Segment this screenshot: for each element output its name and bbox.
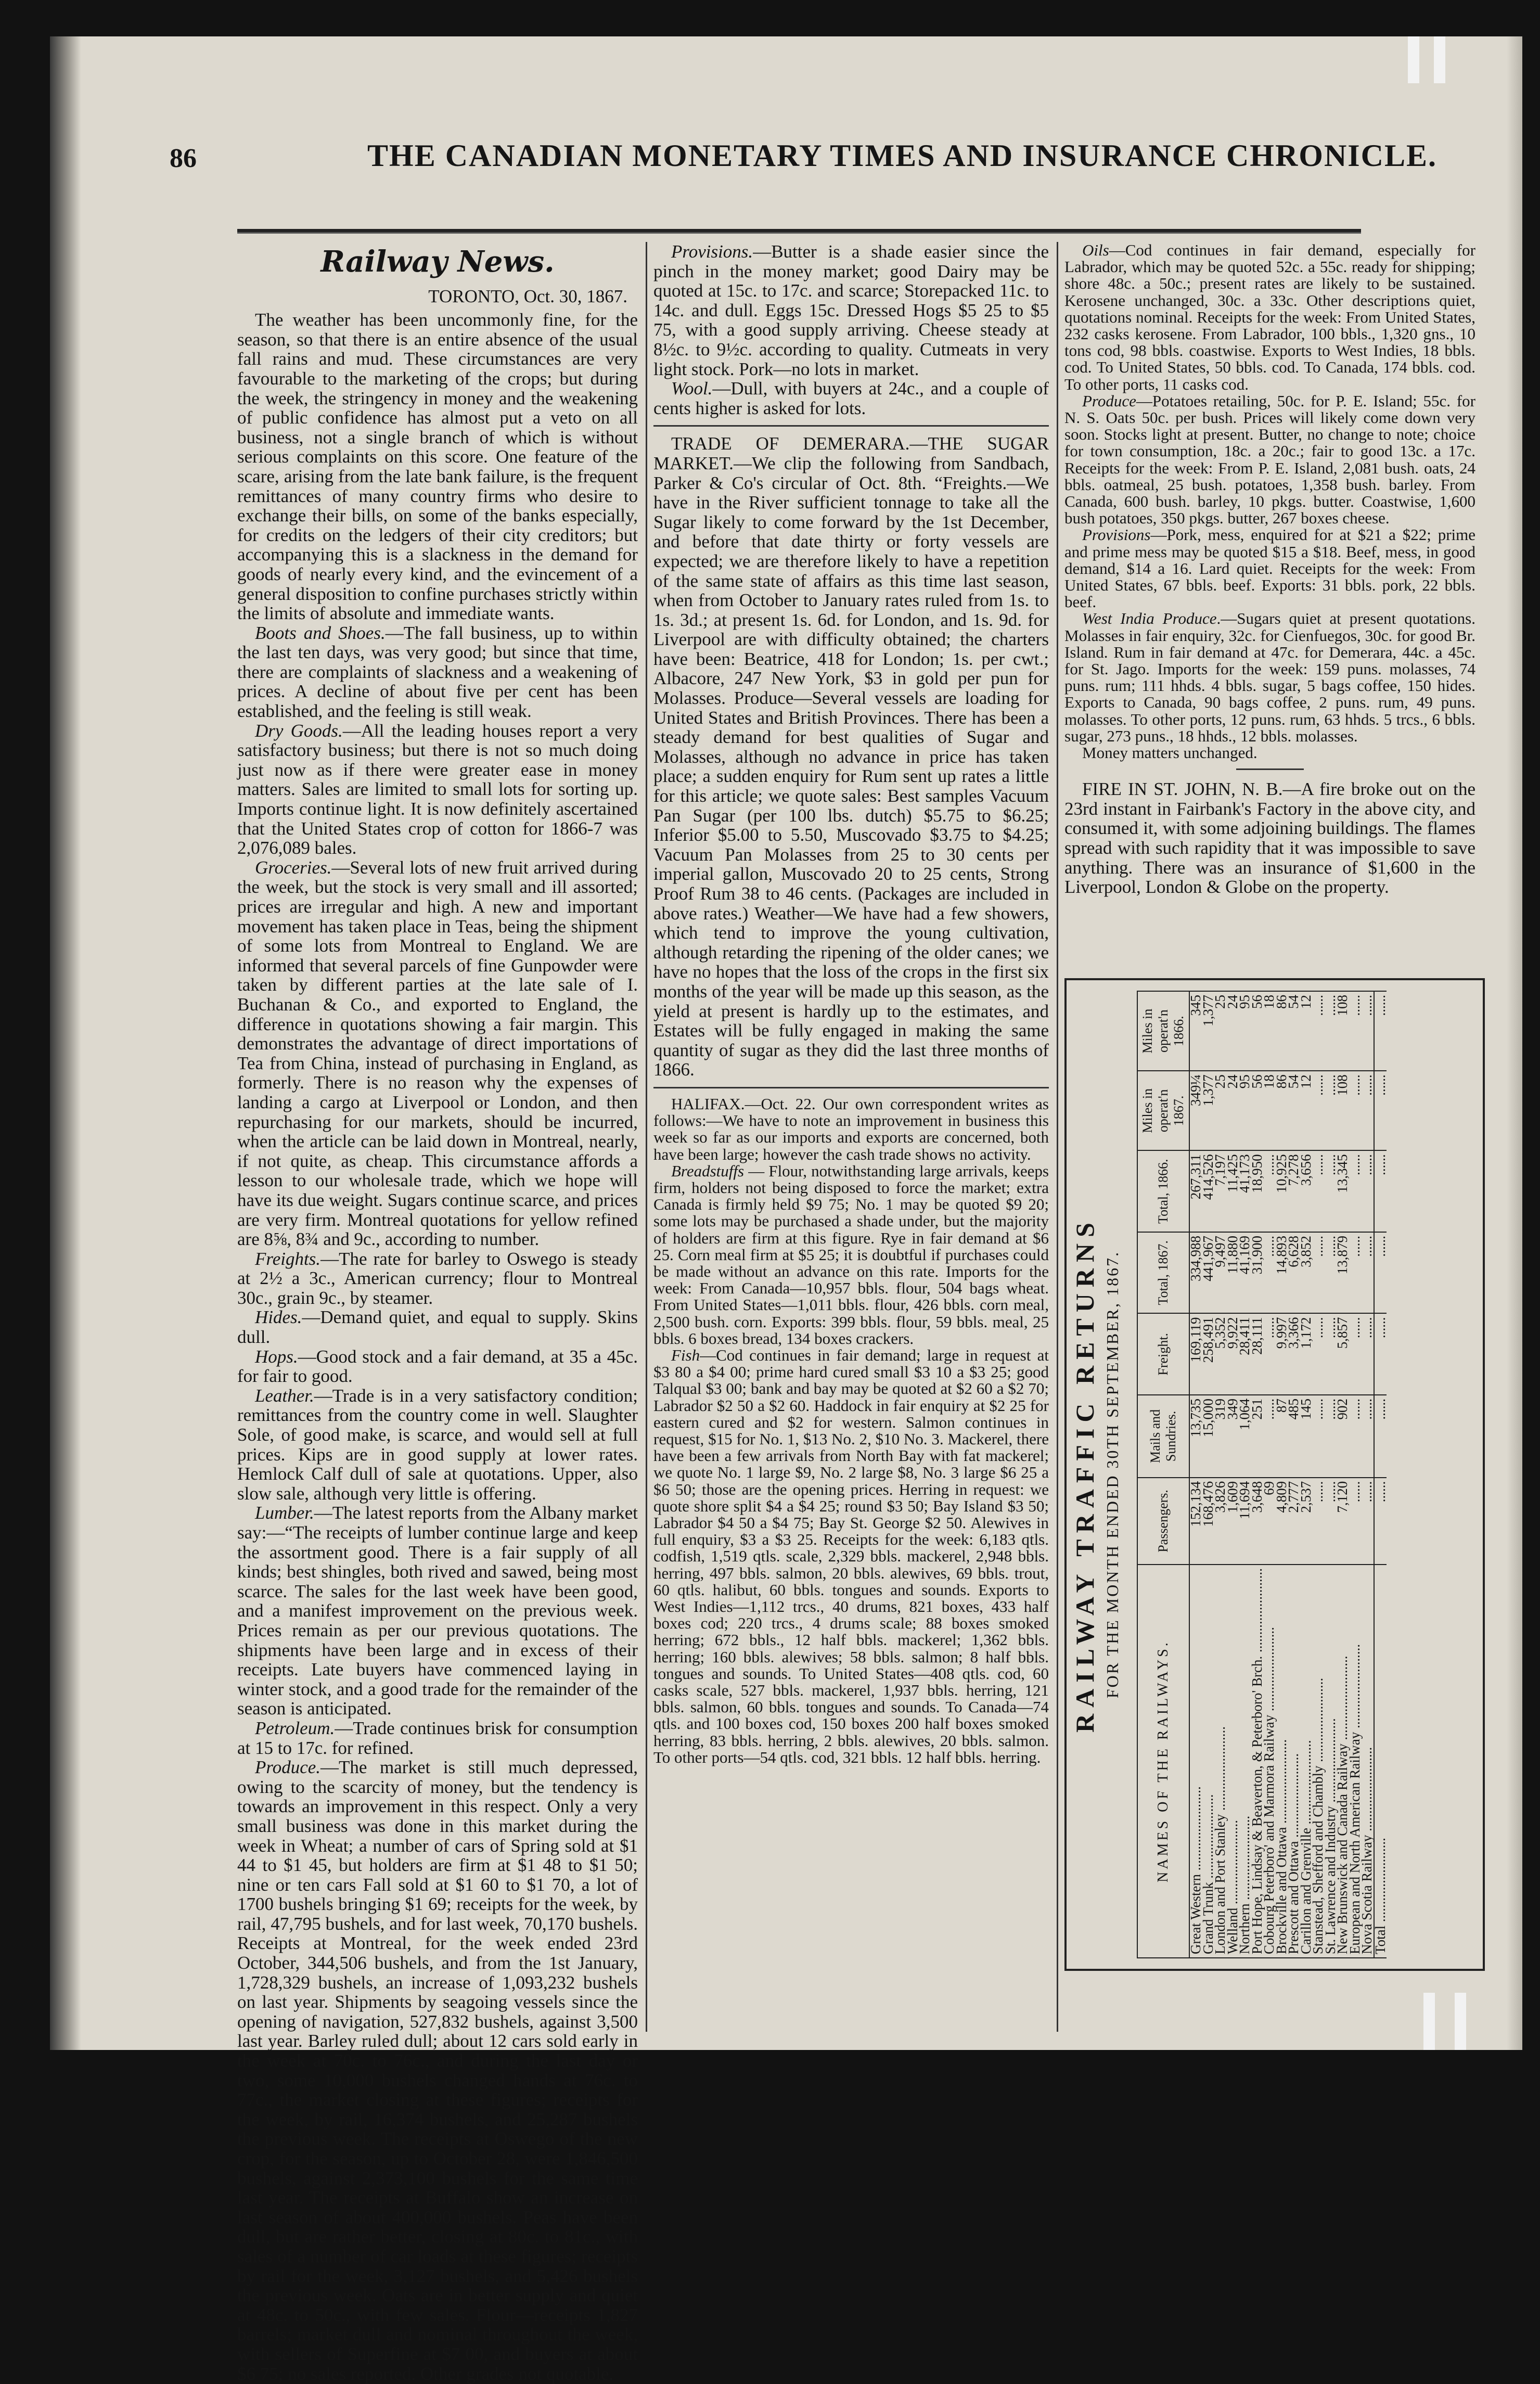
dateline: TORONTO, Oct. 30, 1867. xyxy=(428,286,627,306)
table-cell: ...... xyxy=(1325,1395,1337,1478)
paragraph-subhead: Provisions. xyxy=(671,241,753,262)
table-cell: 441,967 xyxy=(1202,1232,1215,1314)
table-cell: ...... xyxy=(1361,1313,1374,1395)
railway-news-paragraph xyxy=(237,1249,638,1308)
table-cell: ...... xyxy=(1361,991,1374,1071)
railway-news-paragraph xyxy=(237,1386,638,1504)
table-cell: 485 xyxy=(1288,1395,1300,1478)
paragraph-subhead: Wool. xyxy=(671,378,713,399)
table-cell: 5,857 xyxy=(1337,1313,1349,1395)
table-cell: 13,879 xyxy=(1337,1232,1349,1314)
table-column-header: Miles in operat'n 1867. xyxy=(1137,1071,1189,1150)
railway-news-paragraph xyxy=(237,1308,638,1347)
table-cell: ...... xyxy=(1312,1313,1325,1395)
railway-news-paragraph xyxy=(237,721,638,858)
table-cell: ...... xyxy=(1349,991,1362,1071)
paragraph-subhead: Lumber. xyxy=(255,1503,314,1523)
table-cell: 9,997 xyxy=(1276,1313,1288,1395)
table-cell: 69 xyxy=(1263,1478,1276,1565)
demerara-heading: TRADE OF DEMERARA.—THE SUGAR MARKET. xyxy=(653,433,1049,473)
halifax-article xyxy=(653,1096,1049,1766)
table-cell: Prescott and Ottawa ........................ xyxy=(1288,1565,1300,1958)
paragraph-text: —The fall business, up to within the last ten days, was very good; but since that time, there are complaints of slackness and a weakening of prices. A decline of about five per cent has been established, and the feeling is still weak. xyxy=(237,622,638,722)
table-cell: 24 xyxy=(1227,1071,1239,1150)
table-cell: 28,111 xyxy=(1251,1313,1264,1395)
table-cell: 15,000 xyxy=(1202,1395,1215,1478)
halifax-heading: HALIFAX. xyxy=(671,1094,745,1113)
column-3 xyxy=(1064,242,1475,976)
table-cell: Welland ........................ xyxy=(1227,1565,1239,1958)
table-cell: ...... xyxy=(1312,1395,1325,1478)
paragraph-text: —All the leading houses report a very satisfactory business; but there is not so much doing just now as if there were greater ease in money matters. Sales are limited to small lots for sorting up. Imports continue light. It is now definitely ascertained that the United States crop of cotton for 1866-7 was 2,076,089 bales. xyxy=(237,720,638,858)
paragraph-subhead: Boots and Shoes. xyxy=(255,622,386,643)
halifax-subhead: West India Produce xyxy=(1082,609,1217,628)
table-cell: ...... xyxy=(1325,991,1337,1071)
table-cell: ...... xyxy=(1312,1150,1325,1232)
table-title: RAILWAY TRAFFIC RETURNS xyxy=(1070,1216,1099,1733)
film-mark xyxy=(1434,36,1445,83)
table-cell: European and North American Railway ........................ xyxy=(1349,1565,1362,1958)
page-number: 86 xyxy=(170,144,197,173)
table-cell: 7,197 xyxy=(1214,1150,1227,1232)
table-cell: 1,377 xyxy=(1202,1071,1215,1150)
paragraph-text: —Dull, with buyers at 24c., and a couple of cents higher is asked for lots. xyxy=(653,378,1049,418)
header-rule xyxy=(237,229,1361,234)
table-cell: 11,425 xyxy=(1227,1150,1239,1232)
table-cell: 3,648 xyxy=(1251,1478,1264,1565)
table-cell: Great Western ........................ xyxy=(1189,1565,1202,1958)
demerara-text: —We clip the following from Sandbach, Parker & Co's circular of Oct. 8th. “Freights.—We have in the River sufficient tonnage to take all the Sugar likely to come forward by the 1st December, and before that date thirty or forty vessels are expected; we are therefore likely to have a repetition of the same state of affairs as this time last season, when from October to January rates ruled from 1s. to 1s. 3d.; at present 1s. 6d. for London, and 1s. 9d. for Liverpool are with difficulty obtained; the charters have been: Beatrice, 418 for London; 1s. per cwt.; Albacore, 247 New York, $3 in gold per pun for Molasses. Produce—Several vessels are loading for United States and British Provinces. There has been a steady demand for best qualities of Sugar and Molasses, although no advance in price has taken place; a sudden enquiry for Rum sent up rates a little for this article; we quote sales: Best samples Vacuum Pan Sugar (per 100 lbs. dutch) $5.75 to $6.25; Inferior $5.00 to 5.50, Muscovado $3.75 to $4.25; Vacuum Pan Molasses from 25 to 30 cents per imperial gallon, Muscovado 20 to 25 cents, Strong Proof Rum 38 to 46 cents. (Packages are included in above rates.) Weather—We have had a few showers, which tend to improve the young cultivation, although retarding the ripening of the older canes; we have no hopes that the loss of the crops in the first six months of the year will be made up this season, as the yield at present is hardly up to the estimates, and Estates will be fully engaged in making the same quantity of sugar as they did the last three months of 1866. xyxy=(653,453,1049,1080)
table-cell: 1,609 xyxy=(1227,1478,1239,1565)
table-cell: 12 xyxy=(1300,991,1313,1071)
table-cell: 414,526 xyxy=(1202,1150,1215,1232)
table-cell: 7,278 xyxy=(1288,1150,1300,1232)
table-cell: Nova Scotia Railway ........................ xyxy=(1361,1565,1374,1958)
table-cell: 54 xyxy=(1288,991,1300,1071)
table-row xyxy=(1227,991,1239,1958)
page-edge xyxy=(1507,36,1522,2050)
table-cell: 9,497 xyxy=(1214,1232,1227,1314)
paragraph-subhead: Produce. xyxy=(255,1757,321,1778)
table-cell: 5,352 xyxy=(1214,1313,1227,1395)
table-cell: 3,656 xyxy=(1300,1150,1313,1232)
table-cell: 145 xyxy=(1300,1395,1313,1478)
page-fold-shadow xyxy=(50,36,81,2050)
paragraph-text: —Several lots of new fruit arrived during the week, but the stock is very small and ill assorted; prices are irregular and high. A new and important movement has taken place in Teas, being the shipment of some lots from Montreal to England. We are informed that several parcels of fine Gunpowder were taken by different parties at the late sale of I. Buchanan & Co., and exported to England, the difference in quotations showing a fair margin. This demonstrates the advantage of direct importations of Tea from China, instead of purchasing in England, as formerly. There is no reason why the expenses of landing a cargo at Liverpool or London, and then repurchasing for our markets, should be incurred, when the article can be laid down in Montreal, nearly, if not quite, as cheap. This circumstance affords a lesson to our wholesale trade, which we hope will have its due weight. Sugars continue scarce, and prices are very firm. Montreal quotations for yellow refined are 8⅝, 8¾ and 9c., according to number. xyxy=(237,857,638,1250)
railway-news-paragraph xyxy=(653,379,1049,418)
table-cell: ...... xyxy=(1325,1232,1337,1314)
table-cell: 25 xyxy=(1214,1071,1227,1150)
fire-article xyxy=(1064,779,1475,897)
table-cell: 24 xyxy=(1227,991,1239,1071)
halifax-paragraph: .—Sugars quiet at present quotations. Molasses in fair enquiry, 32c. for Cienfuegos, 30c. for good Br. Island. Rum in fair demand at 47c. for Demerara, 44c. a 45c. for St. Jago. Imports for the week: 159 puns. molasses, 74 puns. rum; 111 hhds. 4 bbls. sugar, 5 bags coffee, 150 hides. Exports to Canada, 90 bags coffee, 2 puns. rum, 49 puns. molasses. To other ports, 12 puns. rum, 63 hhds. 5 trcs., 6 bbls. sugar, 273 puns., 18 hhds., 12 bbls. molasses. xyxy=(1064,609,1475,745)
paragraph-text: —Trade is in a very satisfactory condition; remittances from the country come in well. Slaughter Sole, of good make, is scarce, and would sell at full prices. Kips are in good supply at lower rates. Hemlock Calf dull of sale at quotations. Upper, also slow sale, although very little is offering. xyxy=(237,1385,638,1504)
table-cell: 3,852 xyxy=(1300,1232,1313,1314)
table-cell: ...... xyxy=(1312,1232,1325,1314)
paragraph-text: —Demand quiet, and equal to supply. Skins dull. xyxy=(237,1307,638,1348)
halifax-subhead: Provisions xyxy=(1082,525,1151,544)
table-cell: ...... xyxy=(1312,1478,1325,1565)
railway-news-paragraph xyxy=(237,1758,638,2383)
halifax-subhead: Breadstuffs xyxy=(671,1161,745,1180)
paragraph-text: The weather has been uncommonly fine, for the season, so that there is an entire absence of the usual fall rains and mud. These circumstances are very favourable to the marketing of the crops; but during the week, the stringency in money and the weakening of public confidence has almost put a veto on all business, not a single branch of which is without serious complaints on this score. One feature of the scare, arising from the late bank failure, is the frequent remittances of many country firms who desire to exchange their bills, on some of the banks especially, for credits on the ledgers of their city creditors; but accompanying this is a slackness in the demand for goods of nearly every kind, and the evincement of a general disposition to confine purchases strictly within the limits of absolute and immediate wants. xyxy=(237,310,638,624)
table-cell: 345 xyxy=(1189,991,1202,1071)
railway-traffic-table-box xyxy=(1064,978,1485,1971)
table-column-header: Mails and Sundries. xyxy=(1137,1395,1189,1478)
table-cell: Cobourg Peterboro' and Marmora Railway ........................ xyxy=(1263,1565,1276,1958)
table-cell: 1,172 xyxy=(1300,1313,1313,1395)
table-header-row xyxy=(1137,991,1189,1958)
paragraph-subhead: Leather. xyxy=(255,1385,314,1406)
fire-heading: FIRE IN ST. JOHN, N. B. xyxy=(1082,779,1283,800)
table-cell: ...... xyxy=(1349,1071,1362,1150)
fire-text: —A fire broke out on the 23rd instant in Fairbank's Factory in the above city, and consumed it, with some adjoining buildings. The flames spread with such rapidity that it was impossible to save anything. There was an insurance of $1,600 in the Liverpool, London & Globe on the property. xyxy=(1064,779,1475,898)
table-cell: ...... xyxy=(1374,1232,1387,1314)
table-cell: ...... xyxy=(1361,1395,1374,1478)
table-cell: 2,777 xyxy=(1288,1478,1300,1565)
table-cell: ...... xyxy=(1349,1150,1362,1232)
table-cell: 152,134 xyxy=(1189,1478,1202,1565)
paragraph-subhead: Hides. xyxy=(255,1307,302,1328)
halifax-subhead: Oils xyxy=(1082,241,1109,259)
table-cell: 13,735 xyxy=(1189,1395,1202,1478)
table-cell: Grand Trunk ........................ xyxy=(1202,1565,1215,1958)
halifax-intro: —Oct. 22. Our own correspondent writes as follows:—We have to note an improvement in business this week so far as our imports and exports are concerned, both have been large; however the cash trade shows no activity. xyxy=(653,1094,1049,1163)
table-cell: 349 xyxy=(1227,1395,1239,1478)
table-cell: ...... xyxy=(1263,1395,1276,1478)
table-cell: 25 xyxy=(1214,991,1227,1071)
table-cell: 251 xyxy=(1251,1395,1264,1478)
table-cell: 41,169 xyxy=(1239,1232,1251,1314)
table-cell: ...... xyxy=(1361,1478,1374,1565)
table-cell: 28,411 xyxy=(1239,1313,1251,1395)
railway-traffic-table xyxy=(1137,991,1387,1958)
table-cell: 169,119 xyxy=(1189,1313,1202,1395)
table-cell: 334,988 xyxy=(1189,1232,1202,1314)
table-cell: 95 xyxy=(1239,1071,1251,1150)
table-cell: 86 xyxy=(1276,991,1288,1071)
paragraph-text: —Good stock and a fair demand, at 35 a 45c. for fair to good. xyxy=(237,1346,638,1387)
paragraph-text: —The latest reports from the Albany market say:—“The receipts of lumber continue large and keep the assortment good. There is a fair supply of all kinds; best shingles, both rived and sawed, being most scarce. The sales for the last week have been good, and a manifest improvement on the previous week. Prices remain as per our previous quotations. The shipments have been large and in excess of their receipts. Late buyers have commenced laying in winter stock, and a good trade for the remainder of the season is anticipated. xyxy=(237,1503,638,1719)
column-2 xyxy=(653,242,1049,2032)
table-cell: Brockville and Ottawa ........................ xyxy=(1276,1565,1288,1958)
table-cell: 349¼ xyxy=(1189,1071,1202,1150)
paragraph-subhead: Hops. xyxy=(255,1346,298,1367)
railway-news-body xyxy=(237,310,638,2383)
table-cell: 4,809 xyxy=(1276,1478,1288,1565)
table-cell: London and Port Stanley ........................ xyxy=(1214,1565,1227,1958)
table-cell: 11,880 xyxy=(1227,1232,1239,1314)
table-cell: Northern ........................ xyxy=(1239,1565,1251,1958)
paragraph-text: —Trade continues brisk for consumption at 15 to 17c. for refined. xyxy=(237,1717,638,1758)
section-title: Railway News. xyxy=(320,245,555,279)
table-cell: Carillon and Grenville ........................ xyxy=(1300,1565,1313,1958)
table-cell: 319 xyxy=(1214,1395,1227,1478)
demerara-article xyxy=(653,434,1049,1080)
table-cell: ...... xyxy=(1361,1071,1374,1150)
table-body xyxy=(1189,991,1387,1958)
table-subtitle: FOR THE MONTH ENDED 30TH SEPTEMBER, 1867. xyxy=(1103,1250,1122,1699)
table-cell: ...... xyxy=(1263,1232,1276,1314)
table-cell: 18 xyxy=(1263,1071,1276,1150)
table-cell: 3,366 xyxy=(1288,1313,1300,1395)
table-cell: ...... xyxy=(1312,991,1325,1071)
railway-news-paragraph xyxy=(237,623,638,721)
table-cell: ...... xyxy=(1325,1150,1337,1232)
table-column-header: Freight. xyxy=(1137,1313,1189,1395)
halifax-paragraph: —Pork, mess, enquired for at $21 a $22; prime and prime mess may be quoted $15 a $18. Beef, mess, in good demand, $14 a 16. Lard quiet. Receipts for the week: From United States, 67 bbls. beef. Exports: 31 bbls. pork, 22 bbls. beef. xyxy=(1064,525,1475,611)
table-cell: ...... xyxy=(1374,1313,1387,1395)
paragraph-text: —The rate for barley to Oswego is steady at 2½ a 3c., American currency; flour to Montreal 30c., grain 9c., by steamer. xyxy=(237,1248,638,1308)
table-cell: 902 xyxy=(1337,1395,1349,1478)
table-cell: 108 xyxy=(1337,1071,1349,1150)
halifax-closing: Money matters unchanged. xyxy=(1082,744,1257,762)
table-cell: 9,922 xyxy=(1227,1313,1239,1395)
table-cell: Total ........................ xyxy=(1374,1565,1387,1958)
table-cell: 56 xyxy=(1251,1071,1264,1150)
table-cell: Port Hope, Lindsay & Beaverton, & Peterboro' Brch. ........................ xyxy=(1251,1565,1264,1958)
table-cell: ...... xyxy=(1312,1071,1325,1150)
paragraph-subhead: Petroleum. xyxy=(255,1717,335,1738)
table-cell: 3,826 xyxy=(1214,1478,1227,1565)
section-divider xyxy=(653,425,1049,427)
table-cell: 31,900 xyxy=(1251,1232,1264,1314)
table-cell: ...... xyxy=(1349,1395,1362,1478)
table-cell: 56 xyxy=(1251,991,1264,1071)
table-cell: 258,491 xyxy=(1202,1313,1215,1395)
page-header xyxy=(170,133,1437,190)
table-cell: 6,628 xyxy=(1288,1232,1300,1314)
table-cell: ...... xyxy=(1349,1478,1362,1565)
table-cell: ...... xyxy=(1374,1478,1387,1565)
paragraph-subhead: Freights. xyxy=(255,1248,321,1269)
table-cell: 95 xyxy=(1239,991,1251,1071)
table-column-header: NAMES OF THE RAILWAYS. xyxy=(1137,1565,1189,1958)
paragraph-text: —Butter is a shade easier since the pinch in the money market; good Dairy may be quoted at 15c. to 17c. and scarce; Storepacked 11c. to 14c. and dull. Eggs 15c. Dressed Hogs $5 25 to $5 75, with a good supply arriving. Cheese steady at 8½c. to 9½c. according to quality. Cutmeats in very light stock. Pork—no lots in market. xyxy=(653,241,1049,379)
paragraph-text: —The market is still much depressed, owing to the scarcity of money, but the tendency is towards an improvement in this respect. Only a very small business was done in this market during the week in Wheat; a number of cars of Spring sold at $1 44 to $1 45, but holders are firm at $1 48 to $1 50; nine or ten cars Fall sold at $1 60 to $1 70, a lot of 1700 bushels bringing $1 69; receipts for the week, by rail, 47,795 bushels, and for last week, 70,170 bushels. Receipts at Montreal, for the week ended 23rd October, 344,506 bushels, and from the 1st January, 1,728,329 bushels, an increase of 1,093,232 bushels on last year. Shipments by seagoing vessels since the opening of navigation, 527,832 bushels, against 3,500 last year. Barley ruled dull; about 12 cars sold early in the week at 70c. to 76c., and during the last day or two, some 10,000 bushels changed hands at 76c. to 77c., the market closing at these figures; receipts for the week, by rail, 16,374 bushels, and 25,287 bushels the previous week. The receipts at Oswego of the new crop, for the season, up to October 28, were 1,846,500 bushels, against 2,373,100 bushels for the same time last year. The receipts at Buffalo show an increase on last season of about 400,000 bushels. Peas have been dull, but are rather better, closing at 80c. to 81c., with sales of a number of car loads at these figures; receipts by rail for the week, 3,127 bushels, and 5,426 bushels the previous week. Oats are in better supply and quiet at 48c. to 50c., with few sales. Flour—receipts 1,827 barrels; market dull and nominal throughout the week, with sellers of Superfine at $7 00, and buyers at about $6 75; no sales reported. Other grades not quotable. xyxy=(237,1757,638,2384)
railway-news-continued xyxy=(653,242,1049,418)
table-cell: 18,950 xyxy=(1251,1150,1264,1232)
table-cell: 267,311 xyxy=(1189,1150,1202,1232)
column-1 xyxy=(237,242,638,2384)
table-cell: 1,064 xyxy=(1239,1395,1251,1478)
column-rule xyxy=(646,242,647,2032)
halifax-paragraph: — Flour, notwithstanding large arrivals, keeps firm, holders not being disposed to force the market; extra Canada is firmly held $9 75; No. 1 may be quoted $9 20; some lots may be purchased a shade under, but the majority of holders are firm at this figure. Rye in fair demand at $6 25. Corn meal firm at $5 25; it is doubtful if purchases could be made without an advance on this rate. Imports for the week: From Canada—10,957 bbls. flour, 504 bags wheat. From United States—1,011 bbls. flour, 426 bbls. corn meal, 2,500 bush. corn. Exports: 399 bbls. flour, 59 bbls. meal, 25 bbls. 6 boxes bread, 134 boxes crackers. xyxy=(653,1161,1049,1348)
table-cell: ...... xyxy=(1325,1478,1337,1565)
running-head: THE CANADIAN MONETARY TIMES AND INSURANCE CHRONICLE. xyxy=(367,138,1437,173)
table-cell: ...... xyxy=(1349,1232,1362,1314)
table-cell: 168,476 xyxy=(1202,1478,1215,1565)
paragraph-subhead: Groceries. xyxy=(255,857,332,878)
halifax-continued xyxy=(1064,242,1475,761)
section-divider xyxy=(653,1087,1049,1088)
table-cell: New Brunswick and Canada Railway ........................ xyxy=(1337,1565,1349,1958)
table-cell: 14,893 xyxy=(1276,1232,1288,1314)
table-cell: ...... xyxy=(1263,1313,1276,1395)
table-total-row xyxy=(1374,991,1387,1958)
table-row xyxy=(1214,991,1227,1958)
table-column-header: Total, 1866. xyxy=(1137,1150,1189,1232)
column-rule xyxy=(1057,242,1058,2032)
table-row xyxy=(1361,991,1374,1958)
film-mark xyxy=(1455,1993,1466,2050)
table-cell: 86 xyxy=(1276,1071,1288,1150)
halifax-subhead: Fish xyxy=(671,1345,700,1364)
table-cell: ...... xyxy=(1325,1313,1337,1395)
table-column-header: Total, 1867. xyxy=(1137,1232,1189,1314)
table-cell: ...... xyxy=(1374,991,1387,1071)
table-cell: 1,377 xyxy=(1202,991,1215,1071)
newspaper-page xyxy=(50,36,1522,2384)
halifax-paragraph: —Cod continues in fair demand, especially for Labrador, which may be quoted 52c. a 55c. ready for shipping; shore 48c. a 50c.; present rates are likely to be sustained. Kerosene unchanged, 30c. a 33c. Other descriptions quiet, quotations nominal. Receipts for the week: From United States, 232 casks kerosene. From Labrador, 100 bbls., 1,320 gns., 10 tons cod, 98 bbls. coastwise. Exports to West Indies, 18 bbls. cod. To United States, 50 bbls. cod. To Canada, 174 bbls. cod. To other ports, 11 casks cod. xyxy=(1064,241,1475,393)
table-cell: St. Lawrence and Industry ........................ xyxy=(1325,1565,1337,1958)
table-cell: 10,925 xyxy=(1276,1150,1288,1232)
railway-news-paragraph xyxy=(237,1347,638,1386)
halifax-paragraph: —Cod continues in fair demand; large in request at $3 80 a $4 00; prime hard cured small $3 10 a $3 25; good Talqual $3 00; bank and bay may be quoted at $2 60 a $2 70; Labrador $2 50 a $2 60. Haddock in fair enquiry at $2 25 for eastern cured and $2 for western. Salmon continues in request, $15 for No. 1, $13 No. 2, $10 No. 3. Mackerel, there have been a few arrivals from North Bay with fat mackerel; we quote No. 1 large $9, No. 2 large $8, No. 3 large $6 25 a $6 50; those are the opening prices. Herring in request: we quote shore split $4 a $4 25; round $3 50; Bay Island $3 50; Labrador $4 50 a $4 75; Bay St. George $2 50. Alewives in full enquiry, $3 a $3 25. Receipts for the week: 6,183 qtls. codfish, 1,519 qtls. scale, 2,329 bbls. mackerel, 2,948 bbls. herring, 497 bbls. salmon, 20 bbls. alewives, 69 bbls. trout, 60 qtls. halibut, 60 bbls. tongues and sounds. Exports to West Indies—1,112 trcs., 40 drums, 821 boxes, 433 half boxes cod; 220 trcs., 4 drums scale; 88 boxes smoked herring; 672 bbls., 12 half bbls. mackerel; 1,362 bbls. herring; 160 bbls. alewives; 58 bbls. salmon; 8 half bbls. tongues and sounds. To United States—408 qtls. cod, 60 casks scale, 527 bbls. mackerel, 1,937 bbls. herring, 121 bbls. salmon, 60 bbls. tongues and sounds. To Canada—74 qtls. and 100 boxes cod, 150 boxes 200 half boxes smoked herring, 83 bbls. herring, 2 bbls. alewives, 20 bbls. salmon. To other ports—54 qtls. cod, 321 bbls. 12 half bbls. herring. xyxy=(653,1345,1049,1766)
railway-news-paragraph xyxy=(653,242,1049,379)
table-cell: 11,694 xyxy=(1239,1478,1251,1565)
halifax-paragraph: —Potatoes retailing, 50c. for P. E. Island; 55c. for N. S. Oats 50c. per bush. Prices will likely come down very soon. Stocks light at present. Butter, no change to note; choice for town consumption, 18c. a 20c.; fair to good 13c. a 17c. Receipts for the week: From P. E. Island, 2,081 bush. oats, 24 bbls. oatmeal, 25 bush. potatoes, 1,358 bush. barley. From Canada, 600 bush. barley, 10 pkgs. butter. Coastwise, 1,600 bush potatoes, 350 pkgs. butter, 267 boxes cheese. xyxy=(1064,391,1475,528)
table-cell: ...... xyxy=(1374,1071,1387,1150)
railway-news-paragraph xyxy=(237,1719,638,1758)
table-cell: ...... xyxy=(1361,1150,1374,1232)
table-cell: ...... xyxy=(1374,1150,1387,1232)
table-cell: 41,173 xyxy=(1239,1150,1251,1232)
table-cell: 12 xyxy=(1300,1071,1313,1150)
table-cell: ...... xyxy=(1374,1395,1387,1478)
table-cell: 18 xyxy=(1263,991,1276,1071)
railway-news-paragraph xyxy=(237,310,638,623)
table-cell: 13,345 xyxy=(1337,1150,1349,1232)
section-divider xyxy=(1236,768,1304,772)
table-cell: 54 xyxy=(1288,1071,1300,1150)
paragraph-subhead: Dry Goods. xyxy=(255,720,343,741)
table-cell: ...... xyxy=(1349,1313,1362,1395)
table-cell: ...... xyxy=(1325,1071,1337,1150)
table-cell: 2,537 xyxy=(1300,1478,1313,1565)
table-cell: 108 xyxy=(1337,991,1349,1071)
railway-news-paragraph xyxy=(237,1503,638,1719)
railway-news-paragraph xyxy=(237,858,638,1249)
film-mark xyxy=(1408,36,1419,83)
table-cell: 7,120 xyxy=(1337,1478,1349,1565)
table-column-header: Miles in operat'n 1866. xyxy=(1137,991,1189,1071)
table-cell: 87 xyxy=(1276,1395,1288,1478)
film-mark xyxy=(1423,1993,1435,2050)
table-column-header: Passengers. xyxy=(1137,1478,1189,1565)
halifax-subhead: Produce xyxy=(1082,391,1136,410)
table-cell: ...... xyxy=(1361,1232,1374,1314)
table-cell: Stanstead, Shefford and Chambly ........................ xyxy=(1312,1565,1325,1958)
table-cell: ...... xyxy=(1263,1150,1276,1232)
railway-traffic-table-rotated xyxy=(1067,980,1483,1969)
